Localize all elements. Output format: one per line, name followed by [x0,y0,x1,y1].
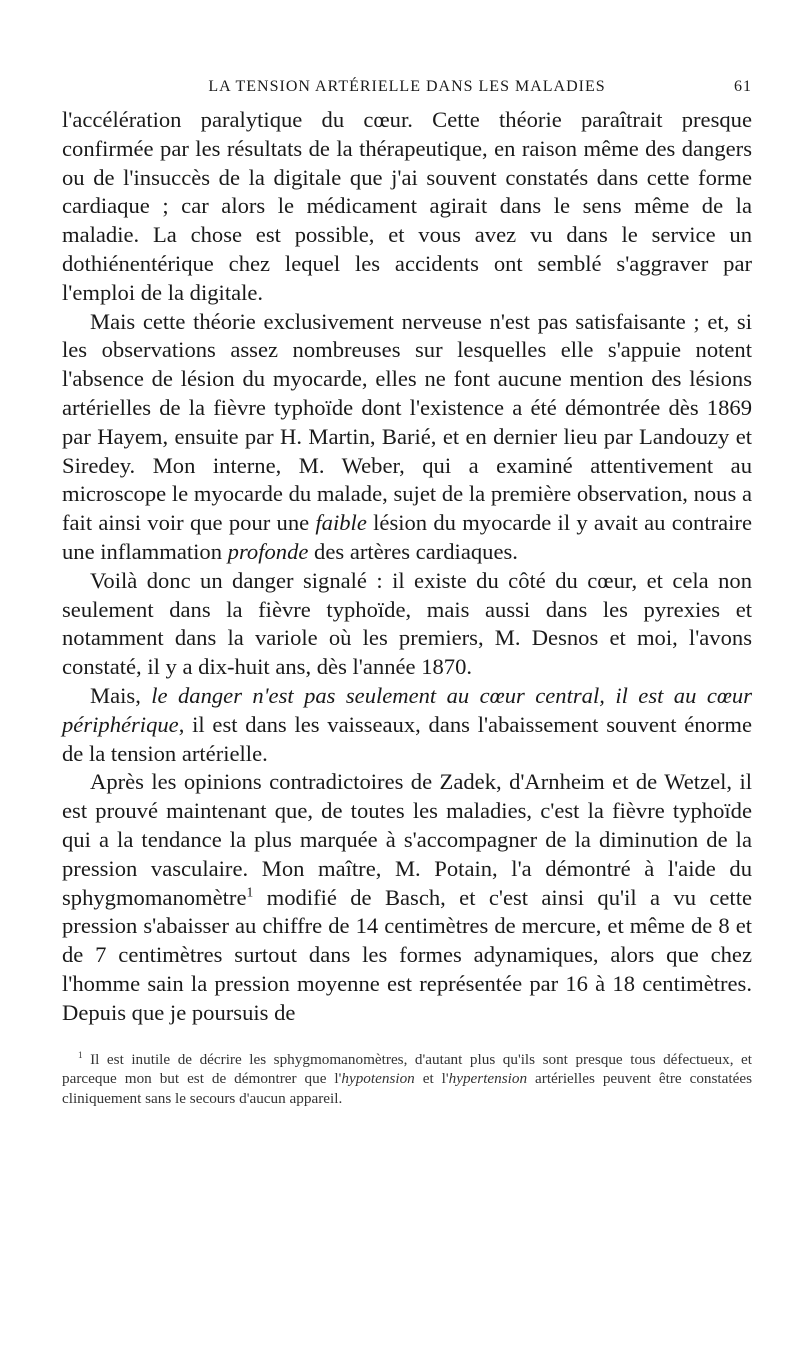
footnote-text-b: et l' [414,1070,449,1087]
paragraph-3 [62,567,752,682]
paragraph-5-text-a: Après les opinions contradictoires de Zadek, d'Arnheim et de Wetzel, il est prouvé maintenant que, de toutes les maladies, c'est la fièvre typhoïde qui a la tendance la plus marquée à s'accompagner de la diminution de la pression vasculaire. Mon maître, M. Potain, l'a démontré à l'aide du sphygmomanomètre [62,769,752,910]
footnote-emphasis-hypertension: hypertension [448,1070,528,1087]
paragraph-2 [62,308,752,567]
paragraph-4-text-b: , il est dans les vaisseaux, dans l'abaissement souvent énorme de la tension artérielle. [62,711,752,766]
footnote-emphasis-hypotension: hypotension [341,1070,415,1087]
paragraph-2-text-b: lésion du myocarde il y avait au contraire une inflammation [62,510,752,564]
paragraph-1 [62,106,752,308]
paragraph-3-text: Voilà donc un danger signalé : il existe du côté du cœur, et cela non seulement dans la fièvre typhoïde, mais aussi dans les pyrexies et notamment dans la variole où les premiers, M. Desnos et moi, l'avons constaté, il y a dix-huit ans, dès l'année 1870. [62,567,752,680]
footnote-reference: 1 [246,883,254,899]
footnote-text-c: artérielles peuvent être constatées cliniquement sans le secours d'aucun appareil. [62,1070,752,1107]
footnote [62,1050,752,1109]
running-title: LA TENSION ARTÉRIELLE DANS LES MALADIES [208,78,606,95]
paragraph-5 [62,768,752,1027]
paragraph-2-text-c: des artères cardiaques. [308,538,518,564]
book-page [62,78,752,1108]
paragraph-1-text: l'accélération paralytique du cœur. Cette théorie paraîtrait presque confirmée par les résultats de la thérapeutique, en raison même des dangers ou de l'insuccès de la digitale que j'ai souvent constatés dans cette forme cardiaque ; car alors le médicament agirait dans le sens même de la maladie. La chose est possible, et vous avez vu dans le service un dothiénentérique chez lequel les accidents ont semblé s'aggraver par l'emploi de la digitale. [62,107,752,305]
paragraph-5-text-b: modifié de Basch, et c'est ainsi qu'il a vu cette pression s'abaisser au chiffre de 14 centimètres de mercure, et même de 8 et de 7 centimètres surtout dans les formes adynamiques, alors que chez l'homme sain la pression moyenne est représentée par 16 à 18 centimètres. Depuis que je poursuis de [62,884,752,1025]
paragraph-4-text-a: Mais, [90,682,152,708]
emphasis-danger: le danger n'est pas seulement au cœur central, il est au cœur périphérique [62,682,753,737]
footnote-marker: 1 [78,1049,83,1060]
running-header [62,78,752,106]
paragraph-4 [62,682,752,768]
emphasis-faible: faible [315,510,367,536]
paragraph-2-text-a: Mais cette théorie exclusivement nerveuse n'est pas satisfaisante ; et, si les observations assez nombreuses sur lesquelles elle s'appuie notent l'absence de lésion du myocarde, elles ne font aucune mention des lésions artérielles de la fièvre typhoïde dont l'existence a été démontrée dès 1869 par Hayem, ensuite par H. Martin, Barié, et en dernier lieu par Landouzy et Siredey. Mon interne, M. Weber, qui a examiné attentivement au microscope le myocarde du malade, sujet de la première observation, nous a fait ainsi voir que pour une [62,308,752,536]
emphasis-profonde: profonde [227,538,309,564]
page-number: 61 [734,78,752,95]
footnote-text-a: Il est inutile de décrire les sphygmomanomètres, d'autant plus qu'ils sont presque tous défectueux, et parceque mon but est de démontrer que l' [62,1050,752,1087]
body-text [62,106,752,1028]
